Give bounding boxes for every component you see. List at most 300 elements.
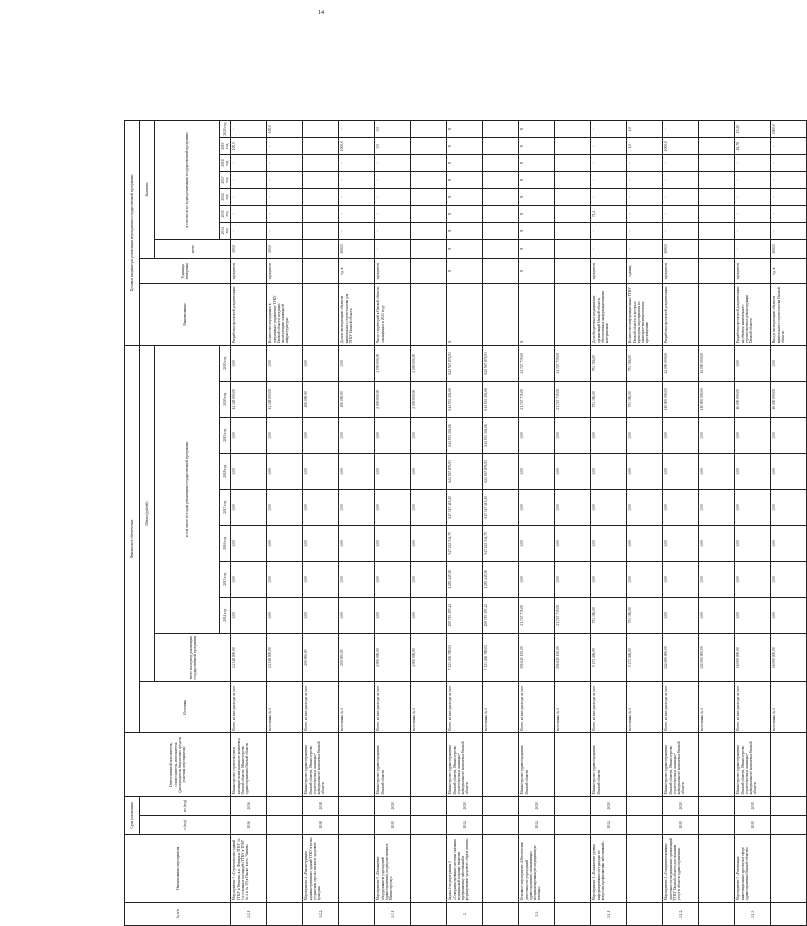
- row-value-total: 100,0: [267, 239, 303, 258]
- row-year-amount: 0,00: [663, 525, 699, 561]
- row-year-amount: 622 567 876,93: [483, 345, 519, 381]
- row-year-amount: 753 356,00: [627, 381, 663, 417]
- row-start: [411, 815, 447, 834]
- row-num: [267, 902, 303, 925]
- row-start: [771, 815, 807, 834]
- row-year-amount: 0,00: [735, 417, 771, 453]
- row-year-value: 100,0: [267, 121, 303, 138]
- row-year-value: [699, 172, 735, 189]
- header-unit: Единица измерения: [140, 258, 231, 283]
- row-indicator: Ввод в эксплуатацию объектов капитального строительства Омской области: [771, 284, 807, 345]
- row-year-value: X: [447, 121, 483, 138]
- row-year-amount: 459 715 197,42: [483, 597, 519, 633]
- row-year-value: [699, 138, 735, 155]
- row-year-amount: 617 317 415,20: [483, 489, 519, 525]
- row-indicator: Количество переданных в оперативное управление ТГКУ Омской области, ведущих эксплуатацию жилищной инфраструктуры: [267, 284, 303, 345]
- row-year-amount: 0,00: [339, 561, 375, 597]
- row-year-value: [483, 222, 519, 239]
- row-year-amount: 0,00: [267, 489, 303, 525]
- row-year-value: [483, 205, 519, 222]
- row-year-amount: 0,00: [267, 525, 303, 561]
- row-year-value: X: [519, 205, 555, 222]
- row-year-amount: 0,00: [771, 453, 807, 489]
- row-year-amount: 1 283 445,50: [447, 561, 483, 597]
- row-total: 16 000 000,00: [735, 633, 771, 682]
- row-year-value: X: [447, 138, 483, 155]
- row-num: 1.2.1.: [231, 902, 267, 925]
- row-unit: [303, 258, 339, 283]
- finance-year-header: 2018 год: [220, 453, 231, 489]
- header-volume: Объем (рублей): [140, 345, 155, 682]
- row-total: 4 000 000,00: [411, 633, 447, 682]
- row-end: [555, 796, 591, 815]
- row-start: [555, 815, 591, 834]
- row-year-value: [483, 155, 519, 172]
- row-start: [339, 815, 375, 834]
- row-year-value: -: [735, 222, 771, 239]
- row-start: [267, 815, 303, 834]
- row-year-value: [411, 205, 447, 222]
- row-year-amount: 0,00: [699, 417, 735, 453]
- row-year-value: -: [231, 155, 267, 172]
- row-year-amount: 753 356,00: [591, 381, 627, 417]
- row-year-value: -: [771, 189, 807, 206]
- row-year-amount: 0,00: [519, 561, 555, 597]
- row-total: 7 123 456 789,01: [447, 633, 483, 682]
- row-end: 2020: [375, 796, 411, 815]
- row-year-amount: 0,00: [411, 489, 447, 525]
- row-name: [771, 834, 807, 902]
- row-year-value: -: [627, 222, 663, 239]
- row-year-amount: 0,00: [735, 597, 771, 633]
- row-year-value: -: [591, 155, 627, 172]
- row-num: [411, 902, 447, 925]
- row-year-amount: 0,00: [519, 525, 555, 561]
- row-indicator: [303, 284, 339, 345]
- row-year-value: [699, 189, 735, 206]
- row-unit: [555, 258, 591, 283]
- row-num: [555, 902, 591, 925]
- table-row: [339, 121, 375, 926]
- row-name: Мероприятие 1 «Повышение уровня информированности граждан по вопросам профилактики заболеваний»: [591, 834, 627, 902]
- row-executor: Министерство строительства и жилищно-коммунального комплекса Омской области, Министерство здравоохранения Омской области: [231, 733, 267, 797]
- row-unit: процентов: [231, 258, 267, 283]
- row-year-value: X: [519, 222, 555, 239]
- row-year-value: [483, 121, 519, 138]
- row-num: 2.1.: [519, 902, 555, 925]
- row-year-amount: 0,00: [663, 489, 699, 525]
- row-year-value: -: [663, 155, 699, 172]
- row-year-amount: 2 000 000,00: [411, 345, 447, 381]
- table-row: [411, 121, 447, 926]
- row-executor: [699, 733, 735, 797]
- row-unit: процентов: [375, 258, 411, 283]
- row-year-amount: 0,00: [231, 525, 267, 561]
- row-year-amount: 0,00: [735, 489, 771, 525]
- row-source: Всего, из них расходы за счет: [735, 682, 771, 733]
- row-year-value: [411, 189, 447, 206]
- header-finance: Финансовое обеспечение: [125, 345, 140, 733]
- row-year-amount: 2 000 000,00: [375, 345, 411, 381]
- row-year-value: -: [663, 222, 699, 239]
- row-year-amount: 0,00: [555, 489, 591, 525]
- row-value-total: [483, 239, 519, 258]
- row-name: Задача 2 подпрограммы 1 «Совершенствование системы оказания медицинской помощи, включая профилактику заболеваний и формирование здорового образа жизни»: [447, 834, 483, 902]
- row-num: 1.3.1.: [375, 902, 411, 925]
- row-year-amount: 0,00: [663, 453, 699, 489]
- row-total: 5 273 496,00: [627, 633, 663, 682]
- row-year-value: [555, 138, 591, 155]
- row-year-amount: 459 715 197,42: [447, 597, 483, 633]
- row-year-amount: 547 222 534,75: [483, 525, 519, 561]
- row-year-amount: 0,00: [735, 525, 771, 561]
- row-source: Всего, из них расходы за счет: [303, 682, 339, 733]
- row-executor: Министерство здравоохранения Омской области: [519, 733, 555, 797]
- row-year-amount: 0,00: [267, 453, 303, 489]
- row-year-value: -: [267, 138, 303, 155]
- row-year-value: -: [267, 172, 303, 189]
- row-year-amount: 753 356,00: [591, 597, 627, 633]
- finance-year-header: 2014 год: [220, 597, 231, 633]
- row-year-value: -: [627, 155, 663, 172]
- row-year-value: -: [771, 155, 807, 172]
- row-year-value: -: [591, 121, 627, 138]
- row-end: 2020: [519, 796, 555, 815]
- row-year-amount: 614 553 104,06: [483, 417, 519, 453]
- row-name: Мероприятие 5 «Оснащение оборудованием учреждений здравоохранения, подведомственных Министерству»: [375, 834, 411, 902]
- table-row: [231, 121, 267, 926]
- row-year-amount: 14 000 000,00: [663, 345, 699, 381]
- row-name: Мероприятие 4 «Реконструкция административных зданий ТГКУ в целях устранения угрозы жизни и здоровью граждан»: [303, 834, 339, 902]
- row-year-amount: 0,00: [555, 453, 591, 489]
- finance-year-header: 2020 год: [220, 381, 231, 417]
- row-indicator: X: [519, 284, 555, 345]
- row-year-amount: 0,00: [771, 489, 807, 525]
- row-year-amount: 0,00: [231, 345, 267, 381]
- row-year-amount: 0,00: [735, 453, 771, 489]
- row-end: 2020: [663, 796, 699, 815]
- row-year-value: -: [663, 189, 699, 206]
- row-year-amount: 0,00: [627, 417, 663, 453]
- row-year-amount: 614 553 104,06: [483, 381, 519, 417]
- row-year-amount: 0,00: [663, 417, 699, 453]
- row-year-amount: 1 283 445,50: [483, 561, 519, 597]
- row-year-amount: 0,00: [591, 417, 627, 453]
- row-year-amount: 0,00: [339, 417, 375, 453]
- row-year-amount: 16 000 000,00: [735, 381, 771, 417]
- row-year-amount: 2 000 000,00: [411, 381, 447, 417]
- row-year-value: -: [627, 189, 663, 206]
- header-value-years: в том числе по годам реализации государственной программы: [155, 121, 220, 240]
- header-term-start: с (год): [140, 815, 231, 834]
- row-year-amount: 0,00: [267, 597, 303, 633]
- row-indicator: Доля в эксплуатацию объектов капитального строительства для ТГКУ Омской области: [339, 284, 375, 345]
- row-name: Мероприятие 3 «Реализация инвестиционных проектов в сфере здравоохранения Омской области»: [735, 834, 771, 902]
- row-year-amount: 14 000 000,00: [699, 345, 735, 381]
- row-year-amount: 21 747 735,00: [555, 597, 591, 633]
- row-value-total: [555, 239, 591, 258]
- row-year-value: [699, 222, 735, 239]
- row-executor: Министерство здравоохранения Омской области: [375, 733, 411, 797]
- rotated-table-sheet: [124, 120, 785, 926]
- row-year-value: -: [663, 121, 699, 138]
- table-row: [591, 121, 627, 926]
- row-year-value: -: [339, 205, 375, 222]
- row-indicator: [483, 284, 519, 345]
- row-total: 124 000 000,00: [699, 633, 735, 682]
- row-year-value: X: [519, 138, 555, 155]
- row-year-amount: 0,00: [375, 417, 411, 453]
- header-total: всего на период реализации государственной программы: [155, 633, 231, 682]
- row-year-amount: 0,00: [555, 525, 591, 561]
- row-year-value: [483, 172, 519, 189]
- row-unit: процентов: [591, 258, 627, 283]
- row-year-value: -: [771, 172, 807, 189]
- row-executor: [555, 733, 591, 797]
- row-year-amount: 0,00: [519, 453, 555, 489]
- row-num: [483, 902, 519, 925]
- row-indicator: [555, 284, 591, 345]
- row-year-value: 1000,0: [663, 138, 699, 155]
- row-executor: [771, 733, 807, 797]
- row-year-amount: 0,00: [699, 453, 735, 489]
- row-year-value: -: [663, 205, 699, 222]
- row-year-amount: 753 356,00: [627, 345, 663, 381]
- header-num: № п/п: [125, 902, 231, 925]
- row-indicator: [411, 284, 447, 345]
- row-total: 14 328 000,00: [267, 633, 303, 682]
- row-name: Основное мероприятие «Обеспечение деятельности учреждений здравоохранения, оказывающих специализированную медицинскую помощь»: [519, 834, 555, 902]
- value-year-header: 2017 год: [220, 172, 231, 189]
- row-unit: [699, 258, 735, 283]
- row-year-value: [303, 189, 339, 206]
- row-year-amount: 0,00: [411, 597, 447, 633]
- row-year-amount: 0,00: [375, 453, 411, 489]
- row-executor: Министерство здравоохранения Омской области, Министерство строительства и жилищно-коммунального комплекса Омской области: [303, 733, 339, 797]
- row-year-value: 1,0: [627, 138, 663, 155]
- row-year-value: -: [771, 222, 807, 239]
- row-end: [339, 796, 375, 815]
- row-year-amount: 14 328 000,00: [231, 381, 267, 417]
- row-end: [627, 796, 663, 815]
- table-row: [771, 121, 807, 926]
- row-year-value: -: [627, 205, 663, 222]
- row-year-value: -: [591, 189, 627, 206]
- row-source: источника № 1: [555, 682, 591, 733]
- row-year-amount: 0,00: [303, 453, 339, 489]
- row-unit: X: [519, 258, 555, 283]
- row-year-amount: 0,00: [627, 525, 663, 561]
- row-year-amount: 0,00: [699, 597, 735, 633]
- row-year-value: [303, 121, 339, 138]
- row-year-amount: 622 567 876,93: [447, 453, 483, 489]
- row-year-value: 1000,0: [771, 121, 807, 138]
- row-year-amount: 753 356,00: [591, 345, 627, 381]
- row-year-value: -: [735, 189, 771, 206]
- row-source: Всего, из них расходы за счет: [663, 682, 699, 733]
- row-value-total: -: [627, 239, 663, 258]
- row-year-amount: 0,00: [303, 525, 339, 561]
- row-total: 156 645 150,00: [519, 633, 555, 682]
- row-year-value: [699, 121, 735, 138]
- row-year-amount: 0,00: [339, 489, 375, 525]
- row-unit: X: [447, 258, 483, 283]
- row-year-value: [555, 205, 591, 222]
- row-executor: [339, 733, 375, 797]
- row-start: 2019: [375, 815, 411, 834]
- row-year-value: -: [339, 222, 375, 239]
- row-total: 200 000,00: [339, 633, 375, 682]
- row-year-amount: 21 747 735,00: [519, 381, 555, 417]
- row-year-amount: 0,00: [771, 561, 807, 597]
- row-year-value: 1,0: [627, 121, 663, 138]
- row-executor: [411, 733, 447, 797]
- row-executor: Министерство здравоохранения Омской области, Министерство строительства и жилищно-коммунального комплекса Омской области: [447, 733, 483, 797]
- row-year-value: 1000,0: [339, 138, 375, 155]
- value-year-header: 2015 год: [220, 205, 231, 222]
- row-value-total: 100,0: [231, 239, 267, 258]
- row-year-amount: 0,00: [591, 489, 627, 525]
- row-year-amount: 0,00: [267, 417, 303, 453]
- row-source: Всего, из них расходы за счет: [519, 682, 555, 733]
- row-year-value: -: [231, 189, 267, 206]
- row-year-amount: 547 222 534,75: [447, 525, 483, 561]
- row-source: Всего, из них расходы за счет: [447, 682, 483, 733]
- header-name: Наименование мероприятия: [125, 834, 231, 902]
- row-value-total: X: [447, 239, 483, 258]
- row-total: 14 328 000,00: [231, 633, 267, 682]
- row-name: Мероприятие 3 «Строительство зданий ТГКУ в Тюмени, в п. Фонарь в ТГКУ № 3 и основных площадей (ТГКУ в ТГКУ № 4 и № 30) в Омске, в пос. Чапаев»: [231, 834, 267, 902]
- table-row: [735, 121, 771, 926]
- row-num: 2.1.2.: [663, 902, 699, 925]
- row-year-value: -: [627, 172, 663, 189]
- row-executor: [627, 733, 663, 797]
- row-year-value: -: [231, 172, 267, 189]
- row-year-amount: 0,00: [339, 597, 375, 633]
- row-year-amount: 110 000 000,00: [663, 381, 699, 417]
- row-year-value: -: [735, 205, 771, 222]
- row-num: [771, 902, 807, 925]
- row-year-amount: 0,00: [555, 561, 591, 597]
- row-unit: ед. в: [771, 258, 807, 283]
- row-year-amount: 200 000,00: [303, 381, 339, 417]
- row-year-amount: 0,00: [771, 525, 807, 561]
- row-num: 2.1.3.: [735, 902, 771, 925]
- row-unit: [483, 258, 519, 283]
- row-start: 2019: [735, 815, 771, 834]
- row-year-amount: 622 567 876,93: [483, 453, 519, 489]
- row-unit: ед. в: [339, 258, 375, 283]
- row-year-amount: 0,00: [627, 453, 663, 489]
- row-year-amount: 0,00: [519, 489, 555, 525]
- row-year-amount: 0,00: [231, 417, 267, 453]
- row-year-value: -: [735, 172, 771, 189]
- row-year-value: [411, 222, 447, 239]
- finance-year-header: 2015 год: [220, 561, 231, 597]
- row-name: [483, 834, 519, 902]
- header-executor: Ответственный исполнитель, соисполнитель, исполнитель (распорядитель бюджетных средств, участник мероприятия): [125, 733, 231, 797]
- row-year-amount: 21 747 735,00: [519, 597, 555, 633]
- row-source: Всего, из них расходы за счет: [231, 682, 267, 733]
- row-year-value: [411, 138, 447, 155]
- row-year-value: X: [519, 189, 555, 206]
- row-year-value: [555, 121, 591, 138]
- row-year-amount: 0,00: [267, 345, 303, 381]
- row-year-value: -: [339, 121, 375, 138]
- row-year-amount: 0,00: [303, 417, 339, 453]
- row-year-value: [555, 189, 591, 206]
- row-value-total: 1000,0: [771, 239, 807, 258]
- value-year-header: 2018 год: [220, 155, 231, 172]
- row-year-value: [699, 205, 735, 222]
- row-year-amount: 753 356,00: [627, 597, 663, 633]
- row-source: источника № 1: [771, 682, 807, 733]
- header-value: Значение: [140, 121, 155, 259]
- value-year-header: 2019 год: [220, 138, 231, 155]
- row-year-amount: 16 000 000,00: [771, 381, 807, 417]
- row-value-total: -: [375, 239, 411, 258]
- header-terms: Срок реализации: [125, 796, 140, 834]
- row-year-value: [699, 155, 735, 172]
- row-year-amount: 0,00: [411, 525, 447, 561]
- row-num: 2.1.1.: [591, 902, 627, 925]
- row-year-value: [303, 138, 339, 155]
- row-start: [699, 815, 735, 834]
- row-value-total: [303, 239, 339, 258]
- row-end: 2016: [231, 796, 267, 815]
- row-year-amount: 0,00: [663, 561, 699, 597]
- row-year-value: -: [339, 189, 375, 206]
- row-source: источника № 1: [699, 682, 735, 733]
- row-end: 2018: [303, 796, 339, 815]
- table-row: [267, 121, 303, 926]
- row-total: 7 123 456 789,01: [483, 633, 519, 682]
- table-row: [303, 121, 339, 926]
- row-total: 4 000 000,00: [375, 633, 411, 682]
- row-year-amount: 0,00: [231, 453, 267, 489]
- row-year-value: [555, 155, 591, 172]
- row-end: 2020: [447, 796, 483, 815]
- row-end: 2020: [591, 796, 627, 815]
- row-year-value: -: [663, 172, 699, 189]
- row-year-value: [555, 172, 591, 189]
- row-year-value: X: [447, 155, 483, 172]
- table-body: [231, 121, 807, 926]
- row-year-amount: 21 747 735,00: [555, 381, 591, 417]
- row-year-amount: 0,00: [411, 417, 447, 453]
- row-total: 124 000 000,00: [663, 633, 699, 682]
- finance-year-header: 2020 год: [220, 345, 231, 381]
- row-year-value: -: [231, 222, 267, 239]
- row-name: Мероприятие 2 «Совершенствование деятельности медицинских организаций ТГКУ Омской области для оказания услуг в области здравоохранения»: [663, 834, 699, 902]
- row-year-amount: 617 317 415,20: [447, 489, 483, 525]
- row-year-amount: 0,00: [735, 561, 771, 597]
- row-year-value: -: [339, 172, 375, 189]
- row-name: [411, 834, 447, 902]
- row-start: 2018: [303, 815, 339, 834]
- row-year-amount: 0,00: [375, 597, 411, 633]
- row-end: [483, 796, 519, 815]
- row-end: [771, 796, 807, 815]
- row-year-amount: 0,00: [375, 525, 411, 561]
- row-year-value: X: [519, 172, 555, 189]
- row-indicator: Доля бюджетных медицинских организаций Омской области, обеспеченных информационными материалами: [591, 284, 627, 345]
- row-year-value: [303, 172, 339, 189]
- row-year-amount: 200 000,00: [339, 381, 375, 417]
- row-year-value: X: [447, 205, 483, 222]
- table-row: [483, 121, 519, 926]
- row-year-value: -: [735, 155, 771, 172]
